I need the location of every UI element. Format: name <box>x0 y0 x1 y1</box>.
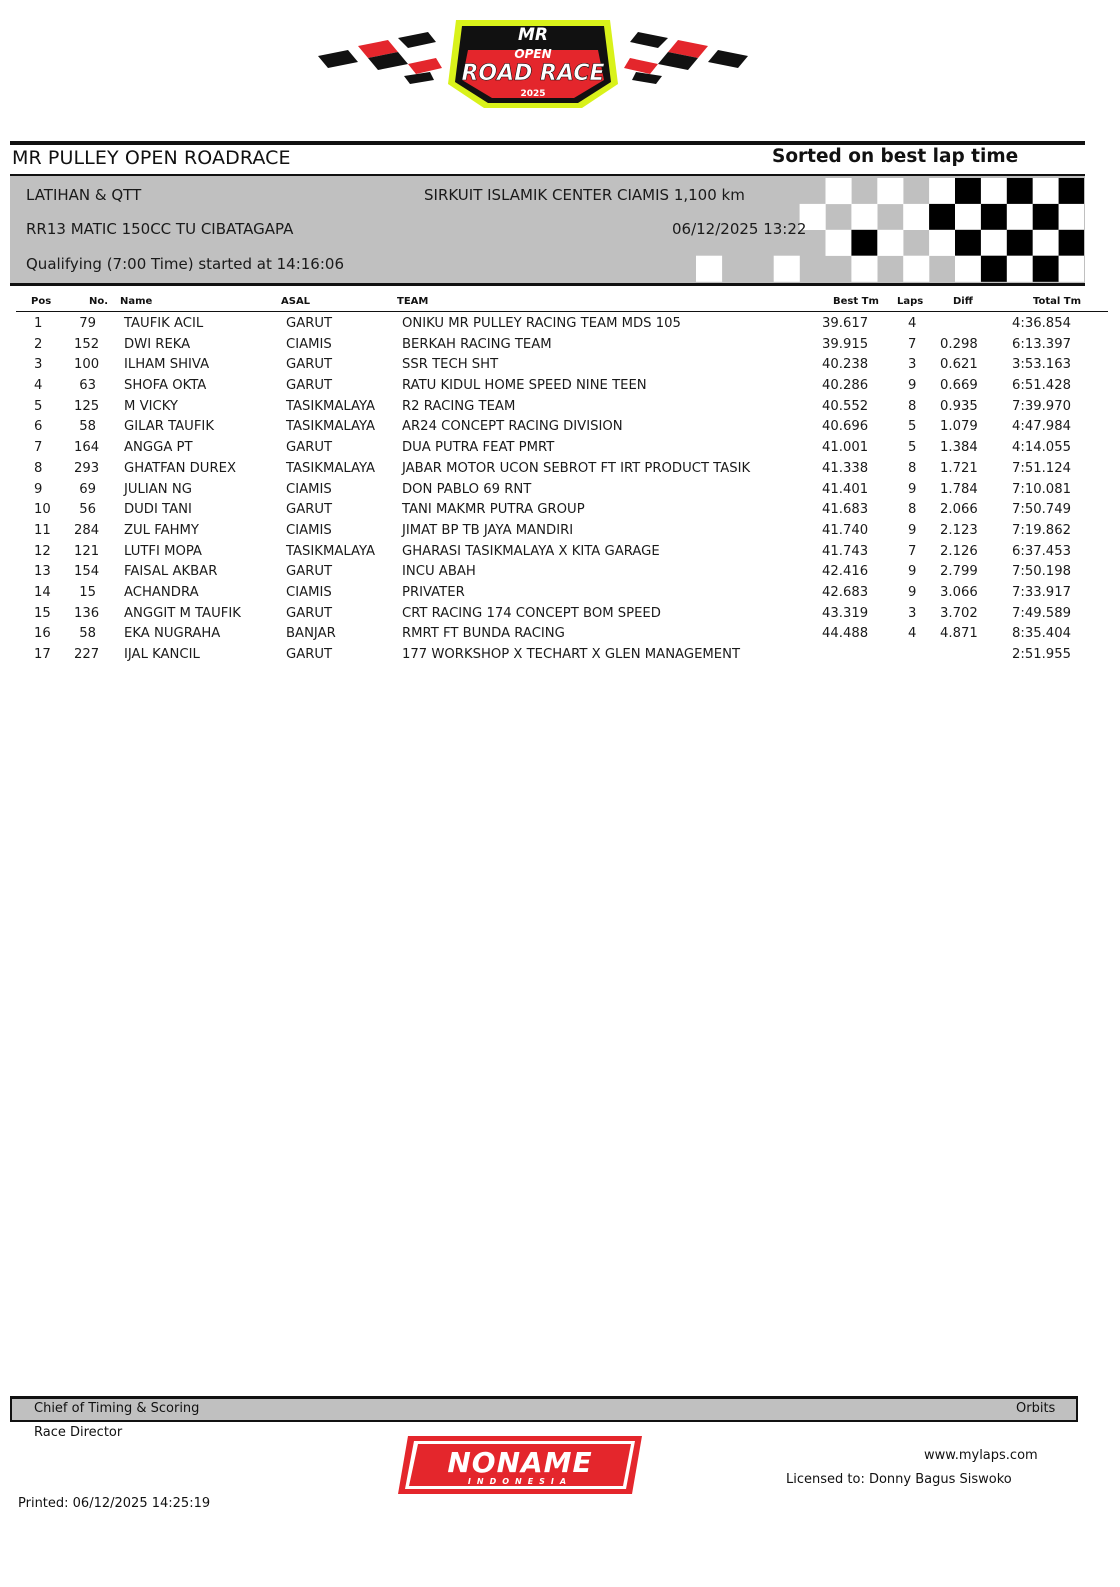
cell-no: 63 <box>79 378 96 394</box>
cell-asal: GARUT <box>286 357 333 373</box>
checker-cell <box>929 178 955 204</box>
cell-diff: 3.066 <box>940 584 978 600</box>
cell-laps: 5 <box>908 440 917 456</box>
cell-diff: 0.621 <box>940 357 978 373</box>
table-row <box>0 376 1120 397</box>
cell-laps: 7 <box>908 336 917 352</box>
cell-best: 41.338 <box>822 460 869 476</box>
cell-diff: 3.702 <box>940 605 978 621</box>
checker-cell <box>1059 178 1084 204</box>
cell-diff: 4.871 <box>940 626 978 642</box>
column-headers <box>0 296 1120 310</box>
cell-total: 6:51.428 <box>1012 378 1071 394</box>
cell-asal: GARUT <box>286 440 333 456</box>
cell-diff: 1.721 <box>940 460 978 476</box>
cell-team: GHARASI TASIKMALAYA X KITA GARAGE <box>402 543 660 559</box>
cell-name: M VICKY <box>124 398 178 414</box>
cell-best: 41.001 <box>822 440 869 456</box>
cell-laps: 4 <box>908 626 917 642</box>
table-row <box>0 355 1120 376</box>
cell-diff: 1.384 <box>940 440 978 456</box>
table-row <box>0 562 1120 583</box>
cell-total: 7:50.198 <box>1012 564 1071 580</box>
cell-laps: 4 <box>908 316 917 331</box>
cell-no: 125 <box>74 398 100 414</box>
cell-name: ILHAM SHIVA <box>124 357 210 373</box>
cell-team: JABAR MOTOR UCON SEBROT FT IRT PRODUCT TASIK <box>402 460 751 476</box>
cell-diff: 2.066 <box>940 502 978 518</box>
cell-team: 177 WORKSHOP X TECHART X GLEN MANAGEMENT <box>402 647 741 662</box>
checker-cell <box>826 178 852 204</box>
checker-cell <box>877 230 903 256</box>
cell-total: 6:37.453 <box>1012 543 1071 559</box>
cell-best: 44.488 <box>822 626 869 642</box>
cell-asal: GARUT <box>286 647 333 662</box>
cell-name: EKA NUGRAHA <box>124 626 221 642</box>
cell-pos: 3 <box>34 357 43 373</box>
logo-line1: OPEN <box>514 47 552 61</box>
checker-cell <box>851 256 877 282</box>
cell-pos: 12 <box>34 543 51 559</box>
cell-pos: 17 <box>34 647 51 662</box>
cell-team: RMRT FT BUNDA RACING <box>402 626 565 642</box>
cell-best: 40.238 <box>822 357 869 373</box>
cell-asal: CIAMIS <box>286 522 332 538</box>
cell-team: ONIKU MR PULLEY RACING TEAM MDS 105 <box>402 316 681 331</box>
checker-cell <box>929 230 955 256</box>
chief-timing-label: Chief of Timing & Scoring <box>34 1401 200 1416</box>
checker-cell <box>1033 256 1059 282</box>
cell-team: BERKAH RACING TEAM <box>402 336 552 352</box>
website-label: www.mylaps.com <box>924 1448 1038 1463</box>
checker-cell <box>981 256 1007 282</box>
col-best: Best Tm <box>833 296 879 307</box>
checker-cell <box>1033 204 1059 230</box>
cell-no: 293 <box>74 460 100 476</box>
checker-cell <box>774 256 800 282</box>
cell-total: 4:14.055 <box>1012 440 1071 456</box>
cell-no: 58 <box>79 626 96 642</box>
cell-best: 41.683 <box>822 502 869 518</box>
checker-cell <box>1033 178 1059 204</box>
col-laps: Laps <box>897 296 924 307</box>
cell-best: 43.319 <box>822 605 869 621</box>
col-team: TEAM <box>397 296 429 307</box>
cell-pos: 9 <box>34 481 43 497</box>
checker-cell <box>903 204 929 230</box>
cell-laps: 9 <box>908 564 917 580</box>
cell-laps: 8 <box>908 398 917 414</box>
session-info: Qualifying (7:00 Time) started at 14:16:06 <box>26 255 344 273</box>
cell-pos: 4 <box>34 378 43 394</box>
cell-best: 40.552 <box>822 398 869 414</box>
cell-best: 40.696 <box>822 419 869 435</box>
event-title: MR PULLEY OPEN ROADRACE <box>12 147 291 169</box>
sponsor-line2: INDONESIA <box>467 1477 573 1486</box>
table-row <box>0 604 1120 625</box>
session-name: LATIHAN & QTT <box>26 186 142 204</box>
cell-pos: 2 <box>34 336 43 352</box>
cell-asal: CIAMIS <box>286 481 332 497</box>
cell-diff: 0.298 <box>940 336 978 352</box>
cell-total: 4:36.854 <box>1012 316 1071 331</box>
race-director-label: Race Director <box>34 1425 123 1440</box>
cell-asal: TASIKMALAYA <box>286 398 376 414</box>
printed-timestamp: Printed: 06/12/2025 14:25:19 <box>18 1496 211 1511</box>
col-no: No. <box>89 296 109 307</box>
license-label: Licensed to: Donny Bagus Siswoko <box>786 1472 1012 1487</box>
checker-cell <box>903 256 929 282</box>
logo-line2: ROAD RACE <box>461 61 605 86</box>
sort-label: Sorted on best lap time <box>772 146 1019 167</box>
checker-cell <box>1033 230 1059 256</box>
cell-name: LUTFI MOPA <box>124 543 202 559</box>
cell-asal: GARUT <box>286 378 333 394</box>
cell-no: 154 <box>74 564 100 580</box>
cell-total: 4:47.984 <box>1012 419 1071 435</box>
header-top-rule <box>10 141 1085 145</box>
cell-pos: 8 <box>34 460 43 476</box>
cell-no: 69 <box>79 481 96 497</box>
cell-laps: 3 <box>908 605 917 621</box>
class-name: RR13 MATIC 150CC TU CIBATAGAPA <box>26 220 294 238</box>
cell-best: 42.683 <box>822 584 869 600</box>
cell-pos: 10 <box>34 502 51 518</box>
cell-name: ZUL FAHMY <box>124 522 199 538</box>
checker-cell <box>955 256 981 282</box>
cell-diff: 1.079 <box>940 419 978 435</box>
table-row <box>0 542 1120 563</box>
col-asal: ASAL <box>281 296 311 307</box>
table-row <box>0 417 1120 438</box>
cell-no: 121 <box>74 543 100 559</box>
table-row <box>0 438 1120 459</box>
cell-laps: 9 <box>908 481 917 497</box>
checker-cell <box>1059 256 1084 282</box>
cell-asal: TASIKMALAYA <box>286 460 376 476</box>
checker-cell <box>1007 256 1033 282</box>
table-row <box>0 459 1120 480</box>
cell-team: AR24 CONCEPT RACING DIVISION <box>402 419 623 435</box>
col-total: Total Tm <box>1033 296 1082 307</box>
circuit-name: SIRKUIT ISLAMIK CENTER CIAMIS 1,100 km <box>424 186 745 204</box>
checker-cell <box>955 178 981 204</box>
table-row <box>0 397 1120 418</box>
sponsor-logo <box>390 1432 650 1498</box>
cell-no: 79 <box>79 316 96 331</box>
cell-best: 39.617 <box>822 316 869 331</box>
col-pos: Pos <box>31 296 52 307</box>
cell-no: 58 <box>79 419 96 435</box>
results-table <box>0 314 1120 666</box>
table-row <box>0 583 1120 604</box>
cell-name: DUDI TANI <box>124 502 192 518</box>
cell-no: 56 <box>79 502 96 518</box>
checker-cell <box>981 178 1007 204</box>
cell-laps: 5 <box>908 419 917 435</box>
cell-no: 152 <box>74 336 100 352</box>
cell-no: 284 <box>74 522 100 538</box>
cell-best: 39.915 <box>822 336 869 352</box>
checker-cell <box>851 204 877 230</box>
checker-cell <box>1007 230 1033 256</box>
cell-best: 40.286 <box>822 378 869 394</box>
cell-asal: GARUT <box>286 316 333 331</box>
table-row <box>0 314 1120 335</box>
cell-laps: 8 <box>908 502 917 518</box>
cell-team: SSR TECH SHT <box>402 357 499 373</box>
cell-name: JULIAN NG <box>124 481 192 497</box>
cell-name: ANGGA PT <box>124 440 193 456</box>
cell-best: 42.416 <box>822 564 869 580</box>
checker-cell <box>877 178 903 204</box>
cell-name: ACHANDRA <box>124 584 199 600</box>
cell-team: JIMAT BP TB JAYA MANDIRI <box>402 522 574 538</box>
table-row <box>0 335 1120 356</box>
cell-total: 7:33.917 <box>1012 584 1071 600</box>
cell-team: R2 RACING TEAM <box>402 398 516 414</box>
cell-best: 41.743 <box>822 543 869 559</box>
checker-cell <box>1007 178 1033 204</box>
checker-cell <box>826 230 852 256</box>
checker-cell <box>981 204 1007 230</box>
session-datetime: 06/12/2025 13:22 <box>672 220 807 238</box>
cell-no: 15 <box>79 584 96 600</box>
column-header-rule <box>16 311 1108 312</box>
table-row <box>0 521 1120 542</box>
cell-no: 100 <box>74 357 100 373</box>
cell-pos: 6 <box>34 419 43 435</box>
cell-total: 2:51.955 <box>1012 647 1071 662</box>
cell-total: 7:50.749 <box>1012 502 1071 518</box>
cell-laps: 3 <box>908 357 917 373</box>
col-diff: Diff <box>953 296 973 307</box>
cell-total: 7:19.862 <box>1012 522 1071 538</box>
cell-diff: 0.669 <box>940 378 978 394</box>
cell-pos: 7 <box>34 440 43 456</box>
cell-best: 41.740 <box>822 522 869 538</box>
cell-total: 7:51.124 <box>1012 460 1071 476</box>
cell-name: GHATFAN DUREX <box>124 460 236 476</box>
cell-name: GILAR TAUFIK <box>124 419 214 435</box>
cell-diff: 2.799 <box>940 564 978 580</box>
cell-asal: GARUT <box>286 502 333 518</box>
cell-pos: 5 <box>34 398 43 414</box>
cell-total: 7:49.589 <box>1012 605 1071 621</box>
event-logo <box>318 10 748 120</box>
cell-no: 227 <box>74 647 100 662</box>
cell-no: 164 <box>74 440 100 456</box>
cell-team: INCU ABAH <box>402 564 476 580</box>
cell-diff: 2.123 <box>940 522 978 538</box>
cell-asal: GARUT <box>286 605 333 621</box>
cell-asal: CIAMIS <box>286 336 332 352</box>
checker-cell <box>696 256 722 282</box>
cell-asal: GARUT <box>286 564 333 580</box>
cell-diff: 2.126 <box>940 543 978 559</box>
cell-team: RATU KIDUL HOME SPEED NINE TEEN <box>402 378 647 394</box>
cell-name: ANGGIT M TAUFIK <box>124 605 241 621</box>
cell-asal: CIAMIS <box>286 584 332 600</box>
header-bottom-rule <box>10 283 1085 286</box>
cell-total: 7:39.970 <box>1012 398 1071 414</box>
checker-cell <box>955 230 981 256</box>
cell-asal: TASIKMALAYA <box>286 419 376 435</box>
cell-laps: 9 <box>908 522 917 538</box>
logo-year: 2025 <box>520 89 546 99</box>
table-row <box>0 645 1120 666</box>
checker-cell <box>955 204 981 230</box>
cell-laps: 8 <box>908 460 917 476</box>
col-name: Name <box>120 296 153 307</box>
cell-team: TANI MAKMR PUTRA GROUP <box>402 502 585 518</box>
cell-laps: 7 <box>908 543 917 559</box>
cell-name: FAISAL AKBAR <box>124 564 218 580</box>
cell-total: 6:13.397 <box>1012 336 1071 352</box>
right-flag-icon <box>624 32 748 84</box>
cell-pos: 11 <box>34 522 51 538</box>
cell-total: 7:10.081 <box>1012 481 1071 497</box>
cell-team: CRT RACING 174 CONCEPT BOM SPEED <box>402 605 661 621</box>
cell-pos: 1 <box>34 316 43 331</box>
cell-best: 41.401 <box>822 481 869 497</box>
cell-team: DUA PUTRA FEAT PMRT <box>402 440 555 456</box>
cell-laps: 9 <box>908 584 917 600</box>
table-row <box>0 480 1120 501</box>
cell-name: SHOFA OKTA <box>124 378 207 394</box>
checker-cell <box>981 230 1007 256</box>
cell-laps: 9 <box>908 378 917 394</box>
cell-no: 136 <box>74 605 100 621</box>
logo-badge: MR <box>517 25 549 45</box>
table-row <box>0 500 1120 521</box>
checker-cell <box>851 230 877 256</box>
cell-asal: BANJAR <box>286 626 336 642</box>
cell-pos: 16 <box>34 626 51 642</box>
cell-diff: 0.935 <box>940 398 978 414</box>
cell-name: IJAL KANCIL <box>124 647 200 662</box>
checker-cell <box>1059 230 1084 256</box>
cell-team: PRIVATER <box>402 584 465 600</box>
software-name: Orbits <box>1016 1401 1056 1416</box>
cell-total: 3:53.163 <box>1012 357 1071 373</box>
cell-diff: 1.784 <box>940 481 978 497</box>
checker-cell <box>929 204 955 230</box>
cell-asal: TASIKMALAYA <box>286 543 376 559</box>
sponsor-line1: NONAME <box>447 1446 593 1479</box>
left-flag-icon <box>318 32 442 84</box>
cell-name: TAUFIK ACIL <box>124 316 204 331</box>
cell-pos: 13 <box>34 564 51 580</box>
cell-name: DWI REKA <box>124 336 191 352</box>
cell-pos: 15 <box>34 605 51 621</box>
cell-team: DON PABLO 69 RNT <box>402 481 532 497</box>
table-row <box>0 624 1120 645</box>
cell-total: 8:35.404 <box>1012 626 1071 642</box>
checker-cell <box>1007 204 1033 230</box>
cell-pos: 14 <box>34 584 51 600</box>
checker-cell <box>1059 204 1084 230</box>
